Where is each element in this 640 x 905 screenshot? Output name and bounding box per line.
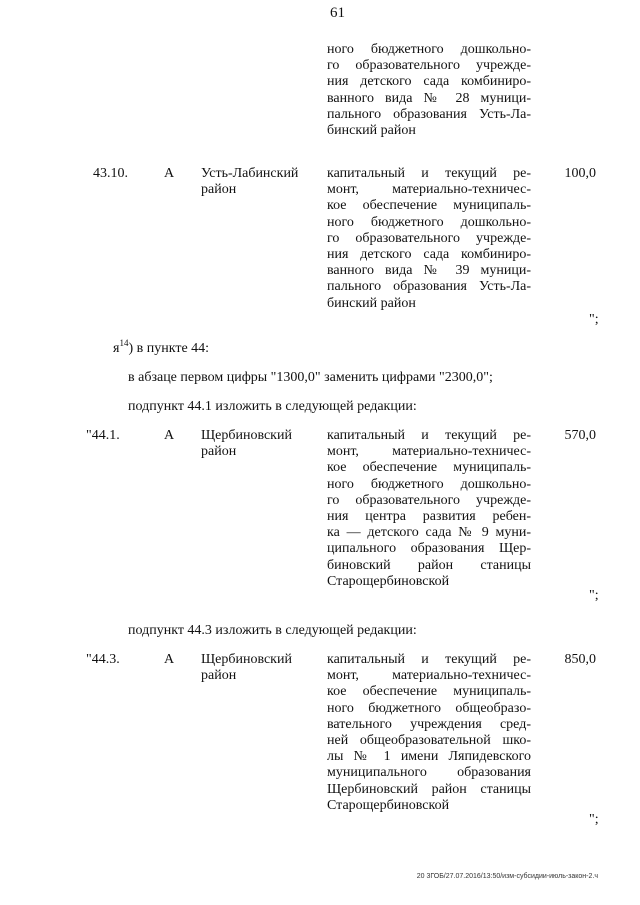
row-number: 43.10. — [93, 166, 128, 181]
desc-line: пального образования Усть-Ла- — [327, 279, 531, 295]
row-letter: А — [164, 652, 175, 667]
closing-quote: "; — [589, 588, 599, 603]
row-description — [327, 428, 531, 590]
desc-line: ванного вида № 39 муници- — [327, 263, 531, 279]
desc-line: го образовательного учрежде- — [327, 492, 531, 508]
desc-line: ного бюджетного дошкольно- — [327, 42, 531, 57]
desc-line: муниципального образования — [327, 765, 531, 781]
desc-line: Старощербиновской — [327, 573, 450, 589]
desc-line: капитальный и текущий ре- — [327, 166, 531, 181]
row-district: Щербиновский район — [201, 652, 292, 684]
para-suffix: ) в пункте 44: — [128, 341, 210, 356]
desc-line: ния детского сада комбиниро- — [327, 74, 531, 90]
row-district: Щербиновский район — [201, 428, 292, 460]
desc-line: Старощербиновской — [327, 797, 450, 813]
desc-line: монт, материально-техничес- — [327, 182, 531, 198]
desc-line: кое обеспечение муниципаль- — [327, 684, 531, 700]
desc-line: ного бюджетного дошкольно- — [327, 476, 531, 492]
desc-line: лы № 1 имени Ляпидевского — [327, 749, 531, 765]
desc-line: вательного учреждения сред- — [327, 716, 531, 732]
desc-line: кое обеспечение муниципаль- — [327, 460, 531, 476]
paragraph-44-3-intro: подпункт 44.3 изложить в следующей редакции: — [128, 623, 417, 638]
paragraph-first-abzac: в абзаце первом цифры "1300,0" заменить цифрами "2300,0"; — [128, 370, 493, 385]
desc-line: ния центра развития ребен- — [327, 509, 531, 525]
desc-line: капитальный и текущий ре- — [327, 428, 531, 443]
footnote-marker: 14 — [119, 338, 129, 348]
row-description — [327, 166, 531, 312]
paragraph-point-44 — [113, 338, 210, 357]
desc-line: ципального образования Щер- — [327, 541, 531, 557]
desc-line: го образовательного учрежде- — [327, 230, 531, 246]
desc-line: бинский район — [327, 295, 416, 311]
desc-line: ней общеобразовательной шко- — [327, 733, 531, 749]
desc-line: бинский район — [327, 123, 416, 139]
row-description — [327, 652, 531, 814]
desc-line: ния детского сада комбиниро- — [327, 247, 531, 263]
row-number: "44.3. — [86, 652, 120, 667]
para-prefix: я — [113, 341, 120, 356]
row-amount: 850,0 — [564, 652, 596, 667]
desc-line: пального образования Усть-Ла- — [327, 106, 531, 122]
row-district: Усть-Лабинский район — [201, 166, 299, 198]
footer-file-reference: 20 3ГОБ/27.07.2016/13:50/изм-субсидии-июль-закон-2.ч — [416, 873, 598, 880]
desc-line: ного бюджетного дошкольно- — [327, 214, 531, 230]
desc-line: кое обеспечение муниципаль- — [327, 198, 531, 214]
closing-quote: "; — [589, 312, 599, 327]
row-amount: 100,0 — [564, 166, 596, 181]
desc-line: го образовательного учрежде- — [327, 58, 531, 74]
row-letter: А — [164, 428, 175, 443]
row-letter: А — [164, 166, 175, 181]
page-number: 61 — [330, 5, 345, 21]
desc-line: монт, материально-техничес- — [327, 668, 531, 684]
continuation-description — [327, 42, 531, 139]
paragraph-44-1-intro: подпункт 44.1 изложить в следующей редакции: — [128, 399, 417, 414]
desc-line: биновский район станицы — [327, 557, 531, 573]
desc-line: ванного вида № 28 муници- — [327, 90, 531, 106]
desc-line: ка — детского сада № 9 муни- — [327, 525, 531, 541]
row-amount: 570,0 — [564, 428, 596, 443]
row-number: "44.1. — [86, 428, 120, 443]
desc-line: ного бюджетного общеобразо- — [327, 700, 531, 716]
closing-quote: "; — [589, 812, 599, 827]
desc-line: монт, материально-техничес- — [327, 444, 531, 460]
desc-line: Щербиновский район станицы — [327, 781, 531, 797]
desc-line: капитальный и текущий ре- — [327, 652, 531, 667]
